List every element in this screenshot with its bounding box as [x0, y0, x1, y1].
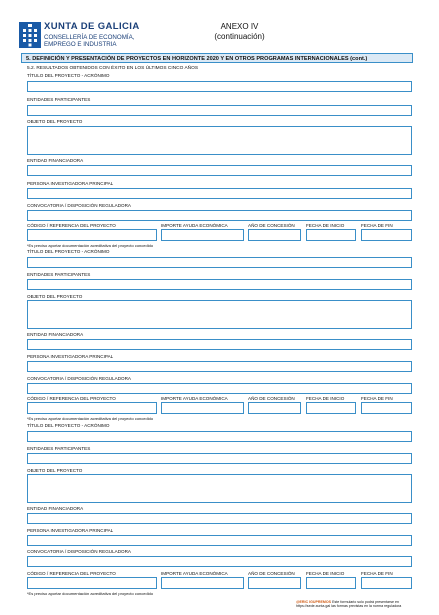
convocatoria-field[interactable] — [27, 210, 412, 221]
fin-field[interactable] — [361, 402, 412, 414]
annex-title: ANEXO IV — [220, 22, 259, 31]
label-inicio: FECHA DE INICIO — [306, 396, 345, 401]
subsection-title: 5.2. RESULTADOS OBTENIDOS CON ÉXITO EN LOS ÚLTIMOS CINCO AÑOS — [27, 66, 199, 71]
label-entidades: ENTIDADES PARTICIPANTES — [27, 97, 91, 102]
footer-notice — [296, 600, 418, 609]
label-importe: IMPORTE AYUDA ECONÓMICA — [161, 396, 228, 401]
inicio-field[interactable] — [306, 577, 356, 589]
importe-field[interactable] — [161, 229, 244, 241]
label-fin: FECHA DE FIN — [361, 396, 393, 401]
label-titulo: TÍTULO DEL PROYECTO - ACRÓNIMO — [27, 249, 110, 254]
annex-heading — [0, 22, 439, 41]
financiadora-field[interactable] — [27, 165, 412, 176]
label-titulo: TÍTULO DEL PROYECTO - ACRÓNIMO — [27, 73, 110, 78]
label-convocatoria: CONVOCATORIA / DISPOSICIÓN REGULADORA — [27, 203, 131, 208]
footer-brand: @ERIC IGUPREMOS — [296, 600, 332, 604]
label-inicio: FECHA DE INICIO — [306, 571, 345, 576]
label-inicio: FECHA DE INICIO — [306, 223, 345, 228]
footer-text-3: las formas previstas en la norma reguladora — [331, 604, 402, 609]
entidades-field[interactable] — [27, 279, 412, 290]
org-sub-line-2: EMPREGO E INDUSTRIA — [44, 41, 117, 49]
note: *Es preciso aportar documentación acreditativa del proyecto concedido — [27, 243, 154, 248]
section-title: 5. DEFINICIÓN Y PRESENTACIÓN DE PROYECTOS EN HORIZONTE 2020 Y EN OTROS PROGRAMAS INTERNACIONALES (cont.) — [21, 53, 413, 63]
label-financiadora: ENTIDAD FINANCIADORA — [27, 158, 84, 163]
label-importe: IMPORTE AYUDA ECONÓMICA — [161, 223, 228, 228]
label-codigo: CÓDIGO / REFERENCIA DEL PROYECTO — [27, 571, 116, 576]
label-codigo: CÓDIGO / REFERENCIA DEL PROYECTO — [27, 396, 116, 401]
anio-field[interactable] — [248, 229, 301, 241]
label-titulo: TÍTULO DEL PROYECTO - ACRÓNIMO — [27, 423, 110, 428]
label-entidades: ENTIDADES PARTICIPANTES — [27, 446, 91, 451]
label-objeto: OBJETO DEL PROYECTO — [27, 119, 83, 124]
org-sub-line-1: CONSELLERÍA DE ECONOMÍA, — [44, 34, 135, 41]
titulo-field[interactable] — [27, 81, 412, 92]
investigadora-field[interactable] — [27, 361, 412, 372]
footer-text-1: Este formulario solo podrá presentarse en — [332, 600, 399, 604]
codigo-field[interactable] — [27, 577, 157, 589]
importe-field[interactable] — [161, 402, 244, 414]
codigo-field[interactable] — [27, 229, 157, 241]
financiadora-field[interactable] — [27, 513, 412, 524]
investigadora-field[interactable] — [27, 188, 412, 199]
importe-field[interactable] — [161, 577, 244, 589]
titulo-field[interactable] — [27, 431, 412, 442]
label-objeto: OBJETO DEL PROYECTO — [27, 468, 83, 473]
label-anio: AÑO DE CONCESIÓN — [248, 223, 295, 228]
convocatoria-field[interactable] — [27, 383, 412, 394]
org-name: XUNTA DE GALICIA — [44, 21, 140, 32]
label-financiadora: ENTIDAD FINANCIADORA — [27, 506, 84, 511]
label-anio: AÑO DE CONCESIÓN — [248, 571, 295, 576]
label-entidades: ENTIDADES PARTICIPANTES — [27, 272, 91, 277]
convocatoria-field[interactable] — [27, 556, 412, 567]
label-financiadora: ENTIDAD FINANCIADORA — [27, 332, 84, 337]
fin-field[interactable] — [361, 577, 412, 589]
annex-subtitle: (continuación) — [214, 31, 265, 41]
entidades-field[interactable] — [27, 105, 412, 116]
objeto-field[interactable] — [27, 474, 412, 503]
label-codigo: CÓDIGO / REFERENCIA DEL PROYECTO — [27, 223, 116, 228]
note: *Es preciso aportar documentación acreditativa del proyecto concedido — [27, 591, 154, 596]
label-fin: FECHA DE FIN — [361, 571, 393, 576]
anio-field[interactable] — [248, 402, 301, 414]
codigo-field[interactable] — [27, 402, 157, 414]
label-importe: IMPORTE AYUDA ECONÓMICA — [161, 571, 228, 576]
anio-field[interactable] — [248, 577, 301, 589]
entidades-field[interactable] — [27, 453, 412, 464]
fin-field[interactable] — [361, 229, 412, 241]
investigadora-field[interactable] — [27, 535, 412, 546]
label-investigadora: PERSONA INVESTIGADORA PRINCIPAL — [27, 354, 114, 359]
inicio-field[interactable] — [306, 402, 356, 414]
label-fin: FECHA DE FIN — [361, 223, 393, 228]
footer-text-2[interactable]: https://sede.xunta.gal — [296, 604, 332, 609]
note: *Es preciso aportar documentación acreditativa del proyecto concedido — [27, 416, 154, 421]
label-convocatoria: CONVOCATORIA / DISPOSICIÓN REGULADORA — [27, 549, 131, 554]
financiadora-field[interactable] — [27, 339, 412, 350]
label-anio: AÑO DE CONCESIÓN — [248, 396, 295, 401]
label-investigadora: PERSONA INVESTIGADORA PRINCIPAL — [27, 528, 114, 533]
objeto-field[interactable] — [27, 300, 412, 329]
label-objeto: OBJETO DEL PROYECTO — [27, 294, 83, 299]
titulo-field[interactable] — [27, 257, 412, 268]
label-convocatoria: CONVOCATORIA / DISPOSICIÓN REGULADORA — [27, 376, 131, 381]
label-investigadora: PERSONA INVESTIGADORA PRINCIPAL — [27, 181, 114, 186]
objeto-field[interactable] — [27, 126, 412, 155]
inicio-field[interactable] — [306, 229, 356, 241]
